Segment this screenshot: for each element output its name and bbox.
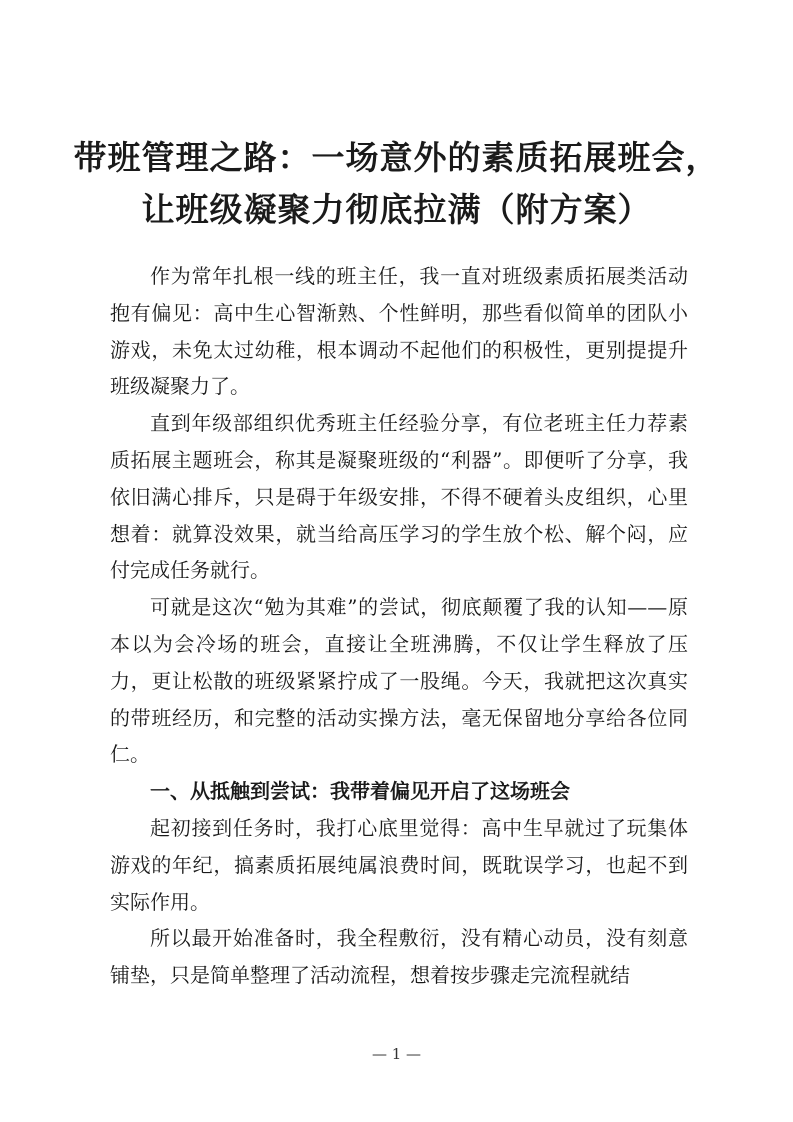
document-body — [110, 258, 688, 994]
paragraph: 直到年级部组织优秀班主任经验分享，有位老班主任力荐素质拓展主题班会，称其是凝聚班级的“利器”。即便听了分享，我依旧满心排斥，只是碍于年级安排，不得不硬着头皮组织，心里想着：就算没效果，就当给高压学习的学生放个松、解个闷，应付完成任务就行。 — [110, 411, 688, 583]
title-line-2: 让班级凝聚力彻底拉满（附方案） — [141, 190, 652, 229]
section-heading: 一、从抵触到尝试：我带着偏见开启了这场班会 — [150, 779, 570, 804]
document-title — [60, 132, 733, 236]
paragraph: 所以最开始准备时，我全程敷衍，没有精心动员，没有刻意铺垫，只是简单整理了活动流程，想着按步骤走完流程就结 — [110, 926, 688, 988]
page-number: — 1 — — [371, 1045, 422, 1063]
title-line-1: 带班管理之路：一场意外的素质拓展班会， — [73, 138, 720, 177]
paragraph: 起初接到任务时，我打心底里觉得：高中生早就过了玩集体游戏的年纪，搞素质拓展纯属浪费时间，既耽误学习，也起不到实际作用。 — [110, 815, 688, 914]
paragraph: 作为常年扎根一线的班主任，我一直对班级素质拓展类活动抱有偏见：高中生心智渐熟、个性鲜明，那些看似简单的团队小游戏，未免太过幼稚，根本调动不起他们的积极性，更别提提升班级凝聚力了。 — [110, 264, 688, 399]
paragraph: 可就是这次“勉为其难”的尝试，彻底颠覆了我的认知——原本以为会冷场的班会，直接让全班沸腾，不仅让学生释放了压力，更让松散的班级紧紧拧成了一股绳。今天，我就把这次真实的带班经历，和完整的活动实操方法，毫无保留地分享给各位同仁。 — [110, 595, 688, 767]
